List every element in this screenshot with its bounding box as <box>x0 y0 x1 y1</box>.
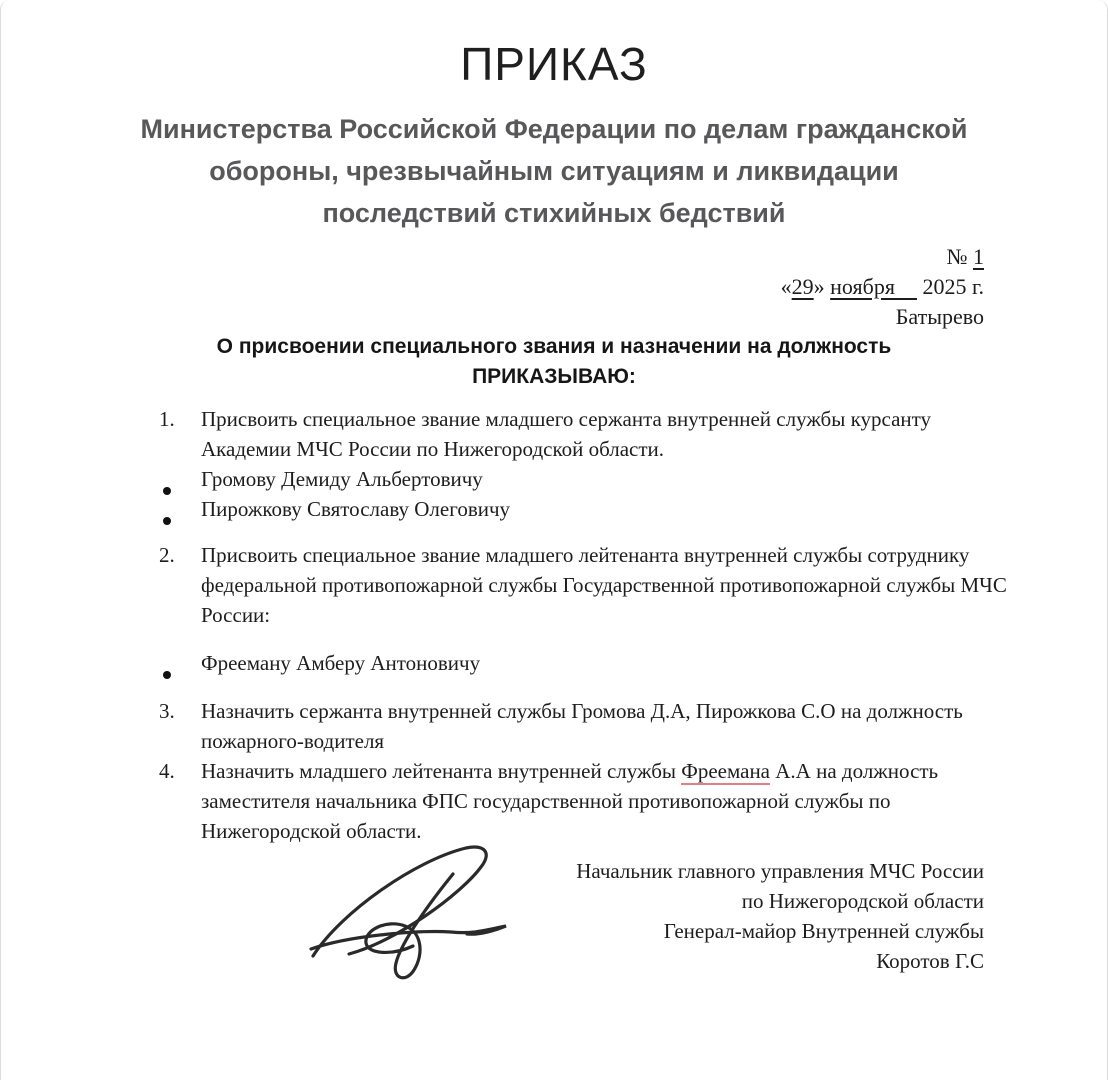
text-line: Фрееману Амберу Антоновичу <box>201 651 481 675</box>
subject-block <box>1 332 1107 392</box>
text-line: Присвоить специальное звание младшего сержанта внутренней службы курсанту <box>201 407 932 431</box>
document-title: ПРИКАЗ <box>460 38 648 90</box>
numbered-list-item <box>159 696 986 756</box>
bullet-icon <box>159 494 201 524</box>
subject-line: О присвоении специального звания и назначении на должность <box>216 335 892 358</box>
item-text <box>201 696 986 756</box>
item-number: 1. <box>159 407 175 431</box>
text-line: Назначить младшего лейтенанта внутренней службы Фреемана А.А на должность <box>201 759 939 783</box>
bullet-list-item <box>159 648 986 678</box>
text-line: федеральной противопожарной службы Государственной противопожарной службы МЧС <box>201 573 1007 597</box>
text-line: Присвоить специальное звание младшего лейтенанта внутренней службы сотруднику <box>201 543 970 567</box>
signoff-block <box>1 856 1107 976</box>
ministry-name <box>1 108 1107 234</box>
text-line: заместителя начальника ФПС государственной противопожарной службы по <box>201 789 891 813</box>
bullet-list-item <box>159 494 986 524</box>
order-place: Батырево <box>895 304 984 329</box>
item-text <box>201 464 986 494</box>
text-line: Академии МЧС России по Нижегородской области. <box>201 437 665 461</box>
text-line: Начальник главного управления МЧС России <box>576 859 984 883</box>
text-line: Коротов Г.С <box>876 949 984 973</box>
bullet-list-item <box>159 464 986 494</box>
item-text <box>201 404 986 464</box>
decree-word: ПРИКАЗЫВАЮ: <box>472 365 636 388</box>
text-line: Министерства Российской Федерации по делам гражданской <box>140 114 968 144</box>
bullet-icon <box>159 464 201 494</box>
text-line: Назначить сержанта внутренней службы Громова Д.А, Пирожкова С.О на должность <box>201 699 963 723</box>
text-line: Громову Демиду Альбертовичу <box>201 467 483 491</box>
text-line: Генерал-майор Внутренней службы <box>663 919 984 943</box>
handwritten-signature-icon <box>301 836 516 988</box>
order-number <box>1 242 984 272</box>
misspelled-word: Фреемана <box>681 759 771 783</box>
numbered-list-item <box>159 404 986 464</box>
item-text <box>201 494 986 524</box>
text-line: № 1 <box>946 244 984 269</box>
text-line: обороны, чрезвычайным ситуациям и ликвидации <box>209 156 899 186</box>
numbered-list-item <box>159 540 1007 630</box>
item-number: 4. <box>159 759 175 783</box>
text-line: Нижегородской области. <box>201 819 422 843</box>
item-number: 3. <box>159 699 175 723</box>
text-line: пожарного-водителя <box>201 729 385 753</box>
text-line: «29» ноября 2025 г. <box>780 274 984 299</box>
text-line: последствий стихийных бедствий <box>322 198 786 228</box>
order-list <box>159 404 1007 846</box>
order-meta <box>1 242 1107 332</box>
text-line: Пирожкову Святославу Олеговичу <box>201 497 511 521</box>
bullet-icon <box>159 648 201 678</box>
text-line: России: <box>201 603 271 627</box>
item-text <box>201 756 986 846</box>
numbered-list-item <box>159 756 986 846</box>
order-date <box>1 272 984 302</box>
text-line: по Нижегородской области <box>741 889 984 913</box>
item-text <box>201 648 986 678</box>
item-number: 2. <box>159 543 175 567</box>
item-text <box>201 540 1007 630</box>
